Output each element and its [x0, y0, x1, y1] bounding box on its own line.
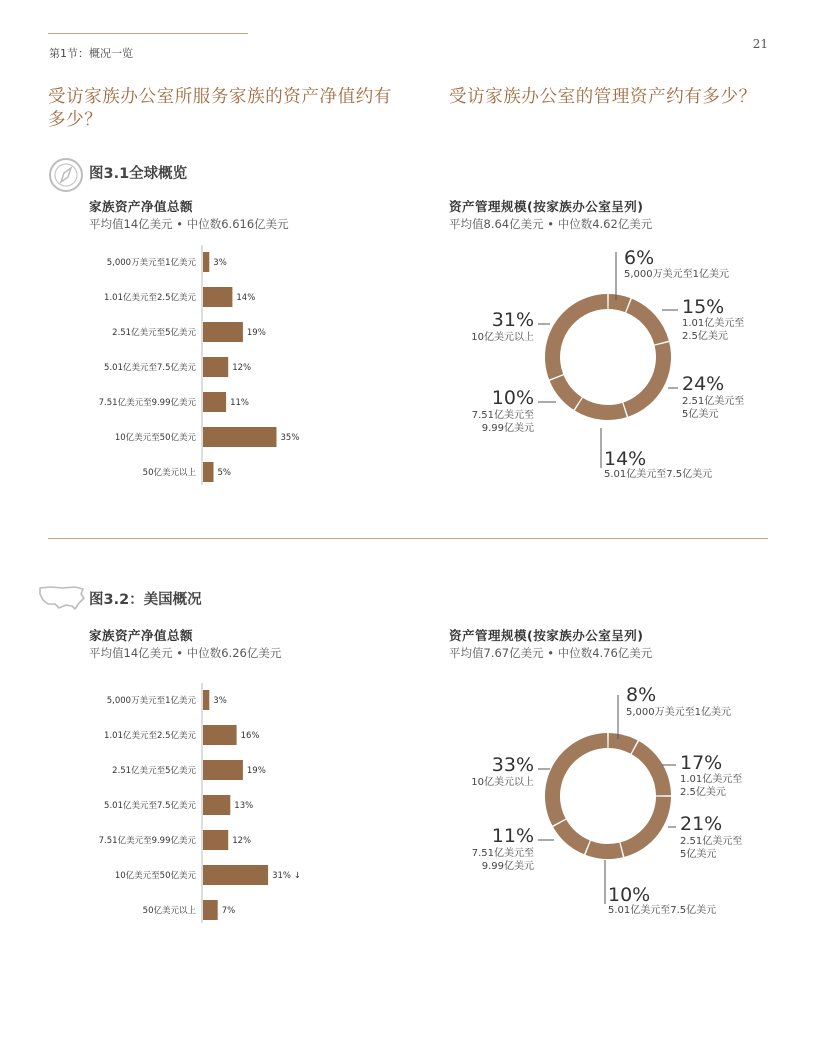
bar-category-label: 2.51亿美元至5亿美元: [112, 766, 196, 776]
bar-value-label: 7%: [221, 906, 236, 916]
bar-chart-global: [40, 245, 400, 490]
slice-percent-label: 8%: [626, 684, 657, 706]
bar-category-label: 1.01亿美元至2.5亿美元: [104, 293, 196, 303]
bar-category-label: 7.51亿美元至9.99亿美元: [98, 398, 196, 408]
bar-chart-2-title: 家族资产净值总额: [89, 628, 194, 643]
bar: [203, 760, 243, 780]
slice-category-label: 5.01亿美元至7.5亿美元: [608, 905, 717, 916]
bar-category-label: 5.01亿美元至7.5亿美元: [104, 363, 196, 373]
slice-percent-label: 33%: [491, 754, 534, 776]
bar-category-label: 50亿美元以上: [142, 906, 196, 916]
bar-category-label: 5,000万美元至1亿美元: [106, 258, 196, 268]
bar-category-label: 10亿美元至50亿美元: [114, 871, 196, 881]
bar-chart-1-title: 家族资产净值总额: [89, 199, 194, 214]
bar-chart-1-subtitle: 平均值14亿美元 • 中位数6.616亿美元: [89, 217, 289, 231]
bar: [203, 322, 243, 342]
slice-category-label: 5亿美元: [682, 409, 719, 420]
bar-value-label: 13%: [234, 801, 254, 811]
donut-slice: [632, 741, 671, 795]
bar-chart-2-subtitle: 平均值14亿美元 • 中位数6.26亿美元: [89, 646, 282, 660]
slice-category-label: 2.5亿美元: [680, 787, 726, 798]
bar-category-label: 2.51亿美元至5亿美元: [112, 328, 196, 338]
bar: [203, 690, 209, 710]
slice-category-label: 2.5亿美元: [682, 331, 728, 342]
compass-icon: [48, 157, 84, 193]
bar: [203, 392, 226, 412]
slice-category-label: 10亿美元以上: [471, 777, 534, 788]
bar: [203, 357, 228, 377]
bar: [203, 900, 218, 920]
slice-category-label: 7.51亿美元至: [471, 848, 534, 859]
bar-value-label: 16%: [240, 731, 260, 741]
donut-chart-1-title: 资产管理规模(按家族办公室呈列): [449, 199, 644, 214]
slice-category-label: 7.51亿美元至: [471, 410, 534, 421]
top-rule: [48, 33, 248, 34]
donut-slice: [609, 733, 638, 754]
bar: [203, 830, 228, 850]
bar-value-label: 12%: [232, 363, 252, 373]
bar-value-label: 19%: [246, 328, 266, 338]
question-net-worth: 受访家族办公室所服务家族的资产净值约有多少？: [48, 87, 392, 130]
bar-category-label: 5.01亿美元至7.5亿美元: [104, 801, 196, 811]
donut-chart-global: [440, 240, 780, 490]
donut-slice: [545, 733, 607, 826]
usa-map-icon: [37, 582, 87, 614]
slice-percent-label: 17%: [680, 752, 723, 774]
bar-chart-us: [40, 683, 400, 928]
bar-value-label: 5%: [217, 468, 231, 478]
slice-percent-label: 15%: [682, 296, 725, 318]
donut-slice: [545, 294, 607, 379]
slice-category-label: 10亿美元以上: [471, 332, 534, 343]
slice-category-label: 9.99亿美元: [481, 423, 534, 434]
bar-value-label: 11%: [230, 398, 250, 408]
bar-category-label: 10亿美元至50亿美元: [114, 433, 196, 443]
slice-percent-label: 10%: [608, 884, 651, 906]
bar-value-label: 35%: [280, 433, 300, 443]
bar: [203, 795, 230, 815]
slice-percent-label: 6%: [624, 247, 655, 269]
slice-category-label: 2.51亿美元至: [682, 396, 745, 407]
bar: [203, 427, 277, 447]
slice-category-label: 1.01亿美元至: [680, 774, 743, 785]
bar: [203, 725, 237, 745]
bar-value-label: 3%: [213, 696, 227, 706]
slice-percent-label: 11%: [491, 825, 534, 847]
bar: [203, 865, 268, 885]
figure-3-2-title: 图3.2：美国概况: [89, 592, 202, 608]
bar-value-label: 19%: [246, 766, 266, 776]
bar-category-label: 7.51亿美元至9.99亿美元: [98, 836, 196, 846]
slice-percent-label: 31%: [491, 309, 534, 331]
bar-category-label: 50亿美元以上: [142, 468, 196, 478]
bar-category-label: 5,000万美元至1亿美元: [106, 696, 196, 706]
donut-slice: [550, 375, 582, 410]
slice-percent-label: 10%: [491, 387, 534, 409]
slice-category-label: 9.99亿美元: [481, 861, 534, 872]
donut-chart-1-subtitle: 平均值8.64亿美元 • 中位数4.62亿美元: [449, 217, 653, 231]
slice-category-label: 5.01亿美元至7.5亿美元: [604, 469, 713, 480]
donut-slice: [621, 797, 671, 857]
bar-value-label: 3%: [213, 258, 227, 268]
slice-percent-label: 14%: [604, 448, 647, 470]
donut-slice: [575, 398, 627, 420]
slice-percent-label: 21%: [680, 813, 723, 835]
bar-value-label: 14%: [236, 293, 256, 303]
donut-chart-2-title: 资产管理规模(按家族办公室呈列): [449, 628, 644, 643]
figure-3-1-title: 图3.1全球概览: [89, 166, 188, 182]
donut-slice: [626, 299, 669, 345]
bar: [203, 462, 214, 482]
slice-category-label: 5亿美元: [680, 849, 717, 860]
donut-slice: [586, 841, 623, 859]
slice-category-label: 5,000万美元至1亿美元: [626, 707, 731, 718]
donut-slice: [623, 342, 671, 417]
donut-chart-2-subtitle: 平均值7.67亿美元 • 中位数4.76亿美元: [449, 646, 653, 660]
page-number: 21: [752, 37, 768, 51]
donut-slice: [609, 294, 631, 312]
section-divider: [48, 538, 768, 539]
section-label: 第1节：概况一览: [49, 47, 133, 60]
bar: [203, 252, 209, 272]
donut-slice: [553, 820, 590, 855]
bar-category-label: 1.01亿美元至2.5亿美元: [104, 731, 196, 741]
slice-category-label: 1.01亿美元至: [682, 318, 745, 329]
bar-value-label: 12%: [232, 836, 252, 846]
donut-chart-us: [440, 675, 780, 930]
question-aum: 受访家族办公室的管理资产约有多少？: [449, 87, 757, 107]
slice-category-label: 2.51亿美元至: [680, 836, 743, 847]
slice-category-label: 5,000万美元至1亿美元: [624, 269, 729, 280]
slice-percent-label: 24%: [682, 373, 725, 395]
bar: [203, 287, 232, 307]
bar-value-label: 31% ↓: [272, 871, 301, 881]
